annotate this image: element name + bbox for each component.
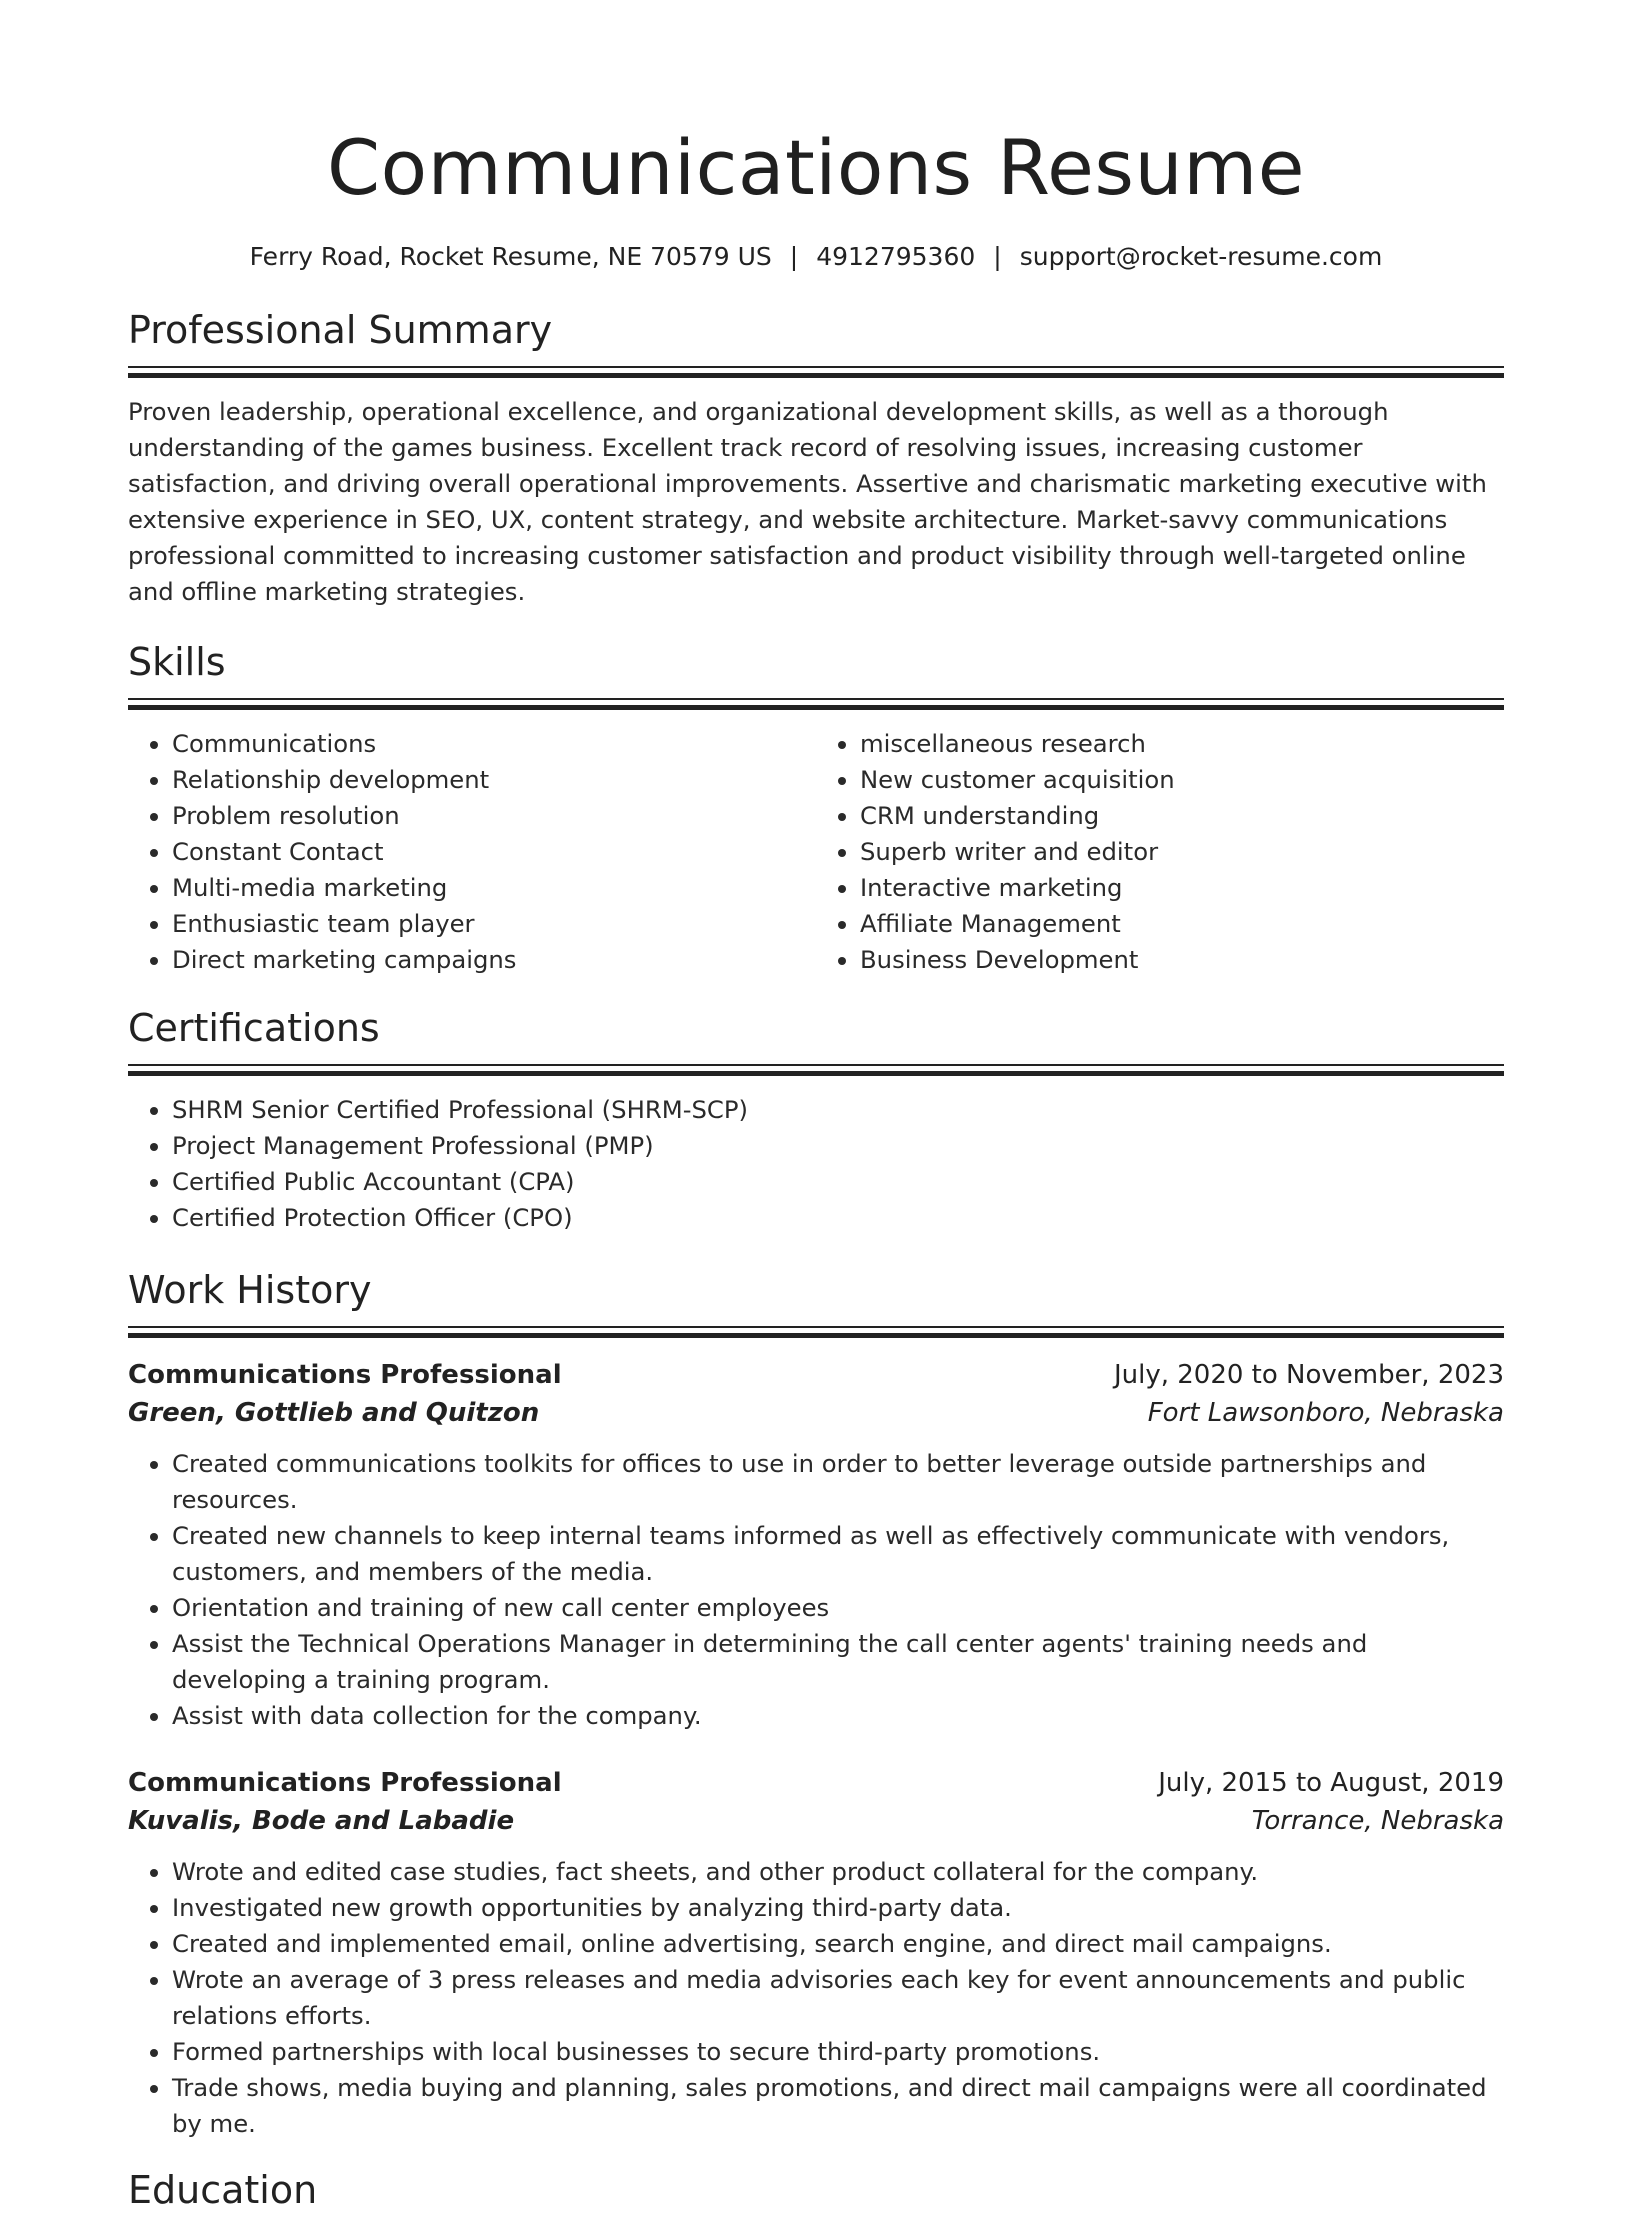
job-title: Communications Professional <box>128 1768 562 1798</box>
job-bullet: • Created new channels to keep internal teams informed as well as effectively communicate with vendors, customers, and members of the media. <box>172 1518 1504 1590</box>
job-bullet: • Assist with data collection for the company. <box>172 1698 1504 1734</box>
job-entry <box>128 1356 1504 1734</box>
skill-item: • Affiliate Management <box>860 906 1504 942</box>
skill-item: • Constant Contact <box>172 834 816 870</box>
summary-text: Proven leadership, operational excellence, and organizational development skills, as well as a thorough understanding of the games business. Excellent track record of resolving issues, increasing customer satisfaction, and driving overall operational improvements. Assertive and charismatic marketing executive with extensive experience in SEO, UX, content strategy, and website architecture. Market-savvy communications professional committed to increasing customer satisfaction and product visibility through well-targeted online and offline marketing strategies. <box>128 397 1487 606</box>
work-history-heading: Work History <box>128 1268 372 1312</box>
certification-item: • Certified Protection Officer (CPO) <box>172 1200 1504 1236</box>
job-title: Communications Professional <box>128 1360 562 1390</box>
job-bullet: • Trade shows, media buying and planning, sales promotions, and direct mail campaigns were all coordinated by me. <box>172 2070 1504 2142</box>
skill-item: • Direct marketing campaigns <box>172 942 816 978</box>
job-bullets <box>128 1446 1504 1734</box>
skill-item: • Interactive marketing <box>860 870 1504 906</box>
skill-item: • Multi-media marketing <box>172 870 816 906</box>
certification-item: • SHRM Senior Certified Professional (SHRM-SCP) <box>172 1092 1504 1128</box>
job-bullet: • Orientation and training of new call center employees <box>172 1590 1504 1626</box>
job-bullet: • Wrote an average of 3 press releases and media advisories each key for event announcements and public relations efforts. <box>172 1962 1504 2034</box>
skill-item: • Problem resolution <box>172 798 816 834</box>
certification-item: • Certified Public Accountant (CPA) <box>172 1164 1504 1200</box>
job-bullet: • Wrote and edited case studies, fact sheets, and other product collateral for the company. <box>172 1854 1504 1890</box>
job-entry <box>128 1764 1504 2142</box>
job-bullets <box>128 1854 1504 2142</box>
skill-item: • Enthusiastic team player <box>172 906 816 942</box>
skills-section <box>128 638 1504 978</box>
section-divider <box>128 1064 1504 1076</box>
skills-list-right <box>816 726 1504 978</box>
section-divider <box>128 698 1504 710</box>
contact-separator: | <box>789 242 799 271</box>
summary-heading: Professional Summary <box>128 308 553 352</box>
job-bullet: • Created communications toolkits for offices to use in order to better leverage outside partnerships and resources. <box>172 1446 1504 1518</box>
resume-title: Communications Resume <box>327 123 1305 212</box>
education-section <box>128 2166 1504 2214</box>
job-subheader <box>128 1394 1504 1432</box>
skill-item: • New customer acquisition <box>860 762 1504 798</box>
section-divider <box>128 1326 1504 1338</box>
skill-item: • miscellaneous research <box>860 726 1504 762</box>
job-bullet: • Formed partnerships with local businesses to secure third-party promotions. <box>172 2034 1504 2070</box>
job-dates: July, 2015 to August, 2019 <box>1158 1768 1504 1798</box>
contact-address: Ferry Road, Rocket Resume, NE 70579 US <box>249 242 772 271</box>
certification-item: • Project Management Professional (PMP) <box>172 1128 1504 1164</box>
skills-grid <box>128 726 1504 978</box>
section-divider <box>128 366 1504 378</box>
certifications-heading: Certifications <box>128 1006 380 1050</box>
job-bullet: • Created and implemented email, online advertising, search engine, and direct mail campaigns. <box>172 1926 1504 1962</box>
work-history-section <box>128 1266 1504 2142</box>
summary-section <box>128 306 1504 610</box>
contact-phone: 4912795360 <box>816 242 976 271</box>
skill-item: • Relationship development <box>172 762 816 798</box>
job-location: Fort Lawsonboro, Nebraska <box>1147 1398 1504 1428</box>
job-bullet: • Investigated new growth opportunities by analyzing third-party data. <box>172 1890 1504 1926</box>
certifications-section <box>128 1004 1504 1236</box>
skills-list-left <box>128 726 816 978</box>
skill-item: • Superb writer and editor <box>860 834 1504 870</box>
job-company: Kuvalis, Bode and Labadie <box>128 1806 515 1836</box>
job-bullet: • Assist the Technical Operations Manager in determining the call center agents' training needs and developing a training program. <box>172 1626 1504 1698</box>
job-dates: July, 2020 to November, 2023 <box>1113 1360 1504 1390</box>
certifications-list <box>128 1092 1504 1236</box>
skills-heading: Skills <box>128 640 226 684</box>
job-header <box>128 1356 1504 1394</box>
job-subheader <box>128 1802 1504 1840</box>
contact-email: support@rocket-resume.com <box>1019 242 1383 271</box>
job-location: Torrance, Nebraska <box>1251 1806 1504 1836</box>
skill-item: • Business Development <box>860 942 1504 978</box>
education-heading: Education <box>128 2168 318 2212</box>
job-company: Green, Gottlieb and Quitzon <box>128 1398 540 1428</box>
job-header <box>128 1764 1504 1802</box>
skill-item: • Communications <box>172 726 816 762</box>
contact-separator: | <box>993 242 1002 271</box>
contact-line <box>128 240 1504 274</box>
skill-item: • CRM understanding <box>860 798 1504 834</box>
